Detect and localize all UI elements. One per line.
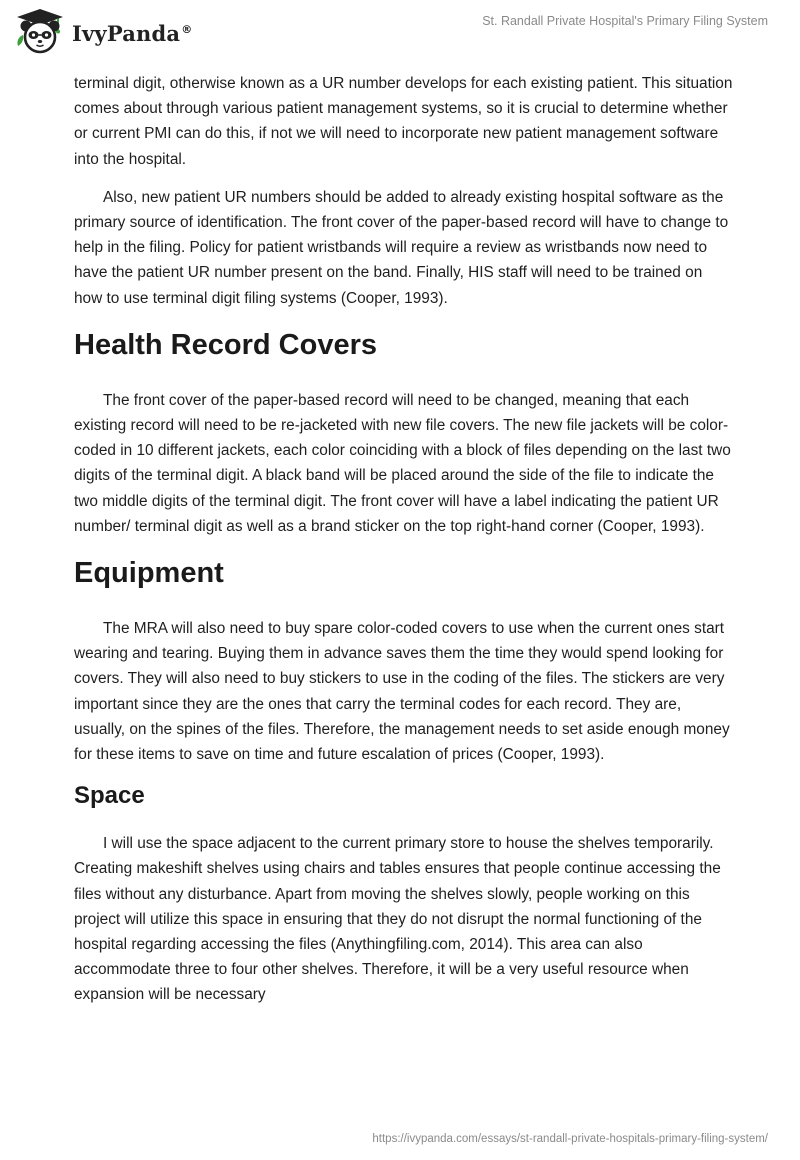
- source-url[interactable]: https://ivypanda.com/essays/st-randall-private-hospitals-primary-filing-system/: [372, 1133, 768, 1145]
- paragraph-equipment: The MRA will also need to buy spare color-coded covers to use when the current ones start wearing and tearing. Buying them in advance saves them the time they would spend looking for covers. They will also need to buy stickers to use in the coding of the files. The stickers are very important since they are the ones that carry the terminal codes for each record. They are, usually, on the spines of the files. Therefore, the management needs to set aside enough money for these items to save on time and future escalation of prices (Cooper, 1993).: [74, 620, 730, 764]
- brand-name: IvyPanda®: [72, 20, 193, 46]
- paragraph-ur-numbers: Also, new patient UR numbers should be added to already existing hospital software as the primary source of identification. The front cover of the paper-based record will have to change to help in the filing. Policy for patient wristbands will require a review as wristbands now need to have the patient UR number present on the band. Finally, HIS staff will need to be trained on how to use terminal digit filing systems (Cooper, 1993).: [74, 188, 729, 307]
- brand-logo[interactable]: [14, 6, 192, 58]
- registered-mark: ®: [181, 22, 193, 36]
- paragraph-covers: The front cover of the paper-based record will need to be changed, meaning that each existing record will need to be re-jacketed with new file covers. The new file jackets will be color-coded in 10 different jackets, each color coinciding with a block of files depending on the last two digits of the terminal digit. A black band will be placed around the side of the file to indicate the two middle digits of the terminal digit. The front cover will have a label indicating the patient UR number/ terminal digit as well as a brand sticker on the top right-hand corner (Cooper, 1993).: [74, 391, 731, 535]
- paragraph-space: I will use the space adjacent to the current primary store to house the shelves temporarily. Creating makeshift shelves using chairs and tables ensures that people continue accessing the files without any disturbance. Apart from moving the shelves slowly, people working on this project will utilize this space in ensuring that they do not disrupt the normal functioning of the hospital regarding accessing the files (Anythingfiling.com, 2014). This area can also accommodate three to four other shelves. Therefore, it will be a very useful resource when expansion will be necessary: [74, 835, 721, 1004]
- page-header: [0, 0, 800, 70]
- heading-health-record-covers: Health Record Covers: [74, 328, 377, 361]
- heading-equipment: Equipment: [74, 557, 224, 590]
- heading-space: Space: [74, 782, 145, 810]
- paragraph-continuation: terminal digit, otherwise known as a UR number develops for each existing patient. This situation comes about through various patient management systems, so it is crucial to determine whether or current PMI can do this, if not we will need to incorporate new patient management software into the hospital.: [74, 75, 733, 168]
- essay-content: [74, 71, 734, 1021]
- document-title: St. Randall Private Hospital's Primary Filing System: [482, 14, 768, 28]
- panda-graduation-cap-icon: [14, 6, 66, 58]
